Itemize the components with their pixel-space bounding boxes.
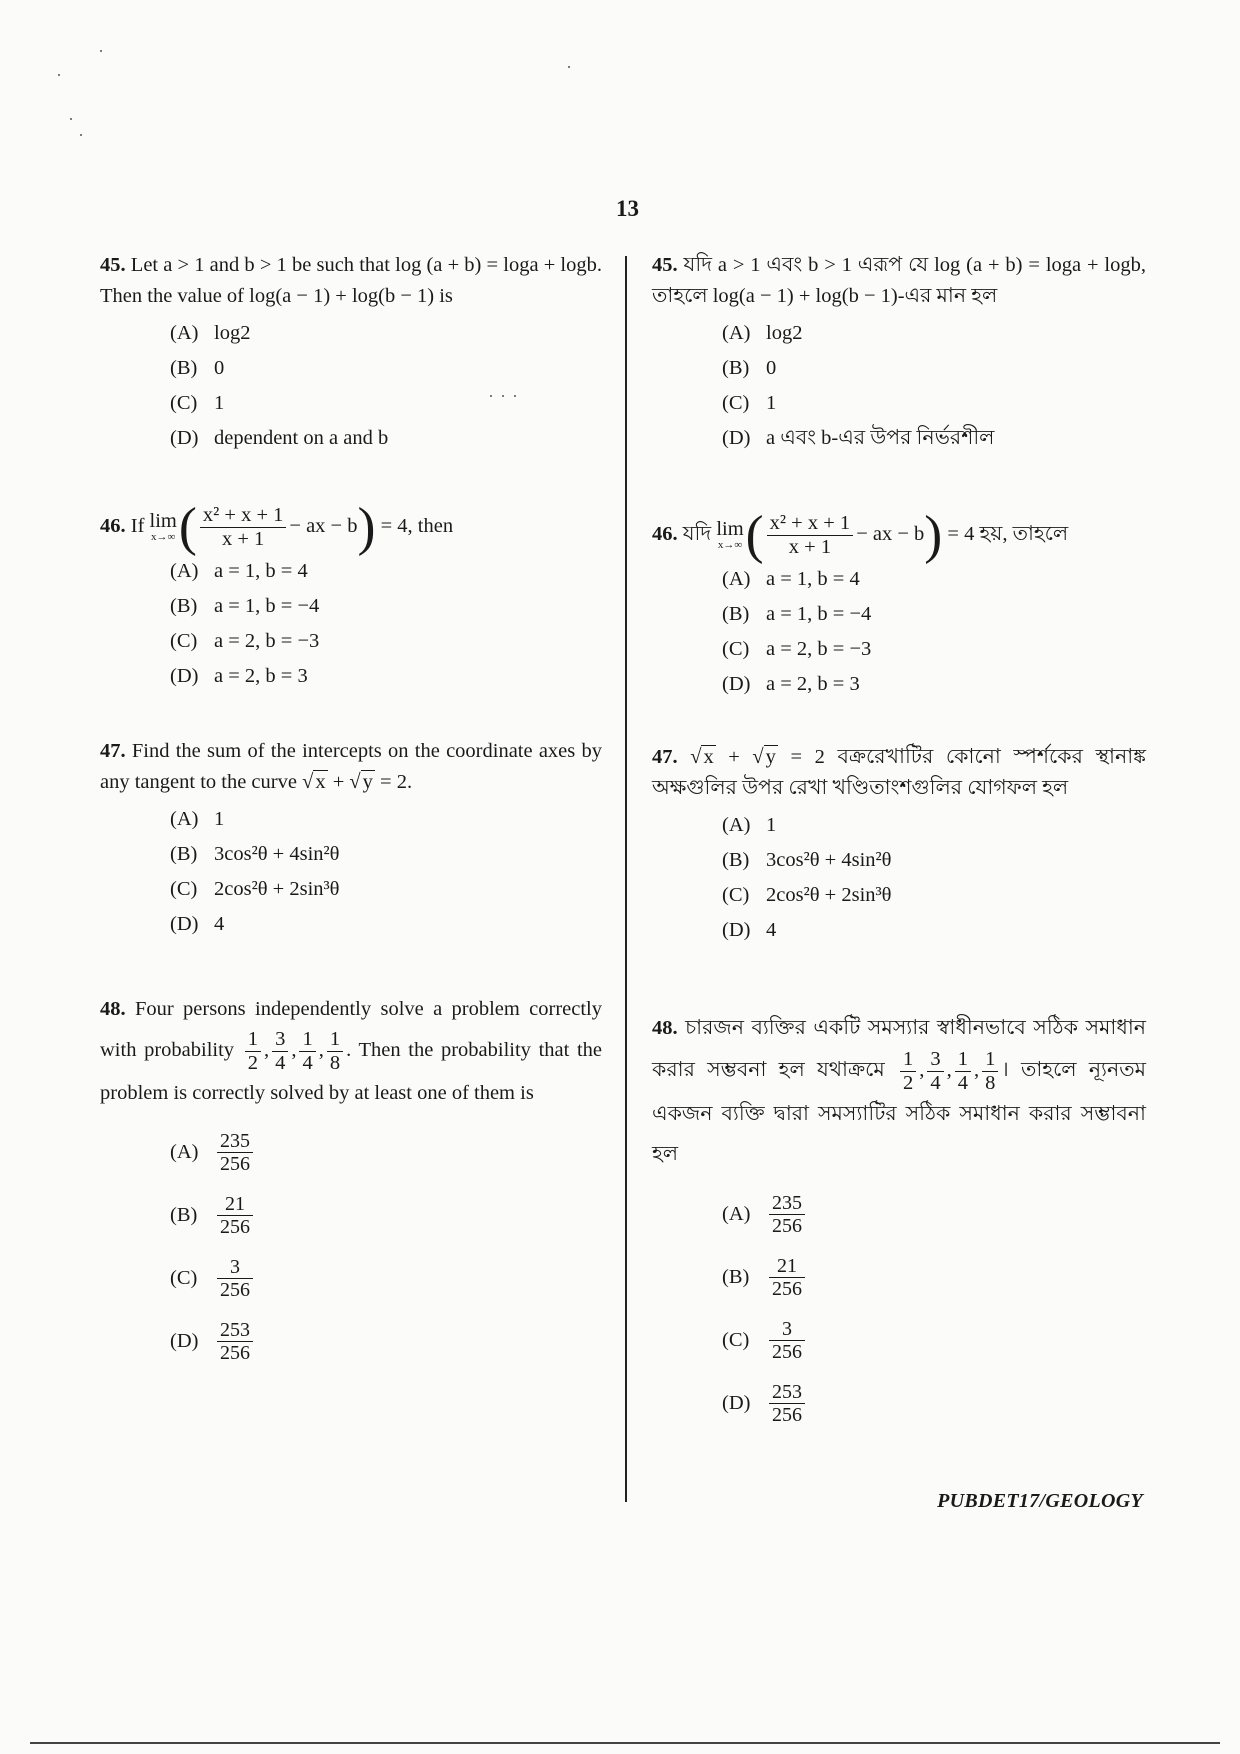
option-d[interactable]: (D) dependent on a and b [170, 427, 389, 449]
option-list [722, 1192, 1146, 1426]
option-d[interactable]: (D) a = 2, b = 3 [170, 665, 308, 688]
option-d[interactable]: (D) a = 2, b = 3 [722, 673, 860, 696]
question-stem: 47. Find the sum of the intercepts on the coordinate axes by any tangent to the curve √x + √y = 2. [100, 740, 603, 794]
option-a[interactable]: (A) a = 1, b = 4 [170, 560, 308, 583]
scan-speck [100, 50, 102, 52]
question-stem: 45. যদি a > 1 এবং b > 1 এরূপ যে log (a + b) = loga + logb, তাহলে log(a − 1) + log(b − 1)-এর মান হল [652, 254, 1147, 307]
option-a[interactable]: (A) 1 [170, 808, 225, 831]
question-48-en [100, 990, 602, 1364]
english-column [100, 250, 602, 1364]
option-c[interactable]: (C) a = 2, b = −3 [722, 638, 872, 661]
question-46-bn [652, 504, 1146, 702]
option-b[interactable]: (B) a = 1, b = −4 [722, 603, 872, 626]
option-c[interactable]: (C) 1 [170, 392, 225, 414]
question-47-bn [652, 742, 1146, 948]
question-stem: 46. যদি lim x→∞ ( $\frac{\text{x² + x + 1}}{x + 1}$ − ax − b) = 4 হয়, তাহলে [652, 504, 1069, 565]
question-47-en [100, 736, 602, 942]
option-b[interactable]: (B) 3cos²θ + 4sin²θ [170, 843, 340, 866]
option-a[interactable]: (A) $\frac{235}{256}$ [170, 1130, 602, 1175]
option-d[interactable]: (D) 4 [170, 913, 225, 936]
question-45-bn [652, 250, 1146, 456]
option-d[interactable]: (D) $\frac{253}{256}$ [722, 1381, 1146, 1426]
question-46-en [100, 496, 602, 694]
option-b[interactable]: (B) 0 [170, 357, 225, 379]
limit-fraction: $\frac{\text{x² + x + 1}}{x + 1}$ [767, 512, 854, 558]
option-b[interactable]: (B) 0 [722, 357, 777, 379]
limit-operator: lim x→∞ [149, 510, 177, 543]
option-list [722, 808, 1146, 948]
option-list [170, 1130, 602, 1364]
option-list [722, 562, 1146, 702]
option-d[interactable]: (D) $\frac{253}{256}$ [170, 1319, 602, 1364]
scan-speck [514, 395, 516, 397]
question-45-en [100, 250, 602, 456]
scan-speck [490, 395, 492, 397]
scan-speck [80, 134, 82, 136]
question-48-bn [652, 1008, 1146, 1426]
option-a[interactable]: (A) log2 [722, 322, 803, 344]
option-list [170, 316, 602, 456]
option-c[interactable]: (C) $\frac{3}{256}$ [170, 1256, 602, 1301]
option-list [170, 554, 602, 694]
page-number: 13 [616, 196, 639, 221]
scan-speck [58, 74, 60, 76]
option-c[interactable]: (C) $\frac{3}{256}$ [722, 1318, 1146, 1363]
question-stem: 46. If lim x→∞ ( $\frac{\text{x² + x + 1}}{x + 1}$ − ax − b) = 4, then [100, 496, 454, 557]
option-b[interactable]: (B) $\frac{21}{256}$ [722, 1255, 1146, 1300]
bottom-rule [30, 1742, 1220, 1744]
option-a[interactable]: (A) a = 1, b = 4 [722, 568, 860, 591]
limit-operator: lim x→∞ [716, 518, 744, 551]
question-stem: 48. Four persons independently solve a problem correctly with probability $\frac{1}{2}$ , $\frac{3}{4}$ , $\frac{1}{4}$ , $\frac{1}{8}$ . Then the probability that the problem is correctly solved by at least one of them is [100, 998, 603, 1105]
scan-speck [568, 66, 570, 68]
question-stem: 45. Let a > 1 and b > 1 be such that log (a + b) = loga + logb. Then the value of log(a − 1) + log(b − 1) is [100, 254, 602, 307]
option-d[interactable]: (D) a এবং b-এর উপর নির্ভরশীল [722, 427, 995, 449]
option-a[interactable]: (A) log2 [170, 322, 251, 344]
option-c[interactable]: (C) 1 [722, 392, 777, 414]
exam-code: PUBDET17/GEOLOGY [937, 1490, 1143, 1512]
option-c[interactable]: (C) a = 2, b = −3 [170, 630, 320, 653]
option-b[interactable]: (B) 3cos²θ + 4sin²θ [722, 849, 892, 872]
option-c[interactable]: (C) 2cos²θ + 2sin³θ [722, 884, 892, 907]
scan-speck [502, 395, 504, 397]
option-d[interactable]: (D) 4 [722, 919, 777, 942]
question-stem: 47. √x + √y = 2 বক্ররেখাটির কোনো স্পর্শকের স্থানাঙ্ক অক্ষগুলির উপর রেখা খণ্ডিতাংশগুলির যোগফল হল [652, 746, 1147, 800]
option-list [170, 802, 602, 942]
option-b[interactable]: (B) a = 1, b = −4 [170, 595, 320, 618]
question-stem: 48. চারজন ব্যক্তির একটি সমস্যার স্বাধীনভাবে সঠিক সমাধান করার সম্ভবনা হল যথাক্রমে $\frac{1}{2}$ , $\frac{3}{4}$ , $\frac{1}{4}$ , $\frac{1}{8}$ । তাহলে ন্যূনতম একজন ব্যক্তি দ্বারা সমস্যাটির সঠিক সমাধান করার সম্ভাবনা হল [652, 1017, 1147, 1166]
option-b[interactable]: (B) $\frac{21}{256}$ [170, 1193, 602, 1238]
option-a[interactable]: (A) 1 [722, 814, 777, 837]
limit-fraction: $\frac{\text{x² + x + 1}}{x + 1}$ [200, 504, 287, 550]
option-list [722, 316, 1146, 456]
bengali-column [652, 250, 1146, 1426]
column-divider [625, 256, 627, 1502]
option-c[interactable]: (C) 2cos²θ + 2sin³θ [170, 878, 340, 901]
option-a[interactable]: (A) $\frac{235}{256}$ [722, 1192, 1146, 1237]
scan-speck [70, 118, 72, 120]
